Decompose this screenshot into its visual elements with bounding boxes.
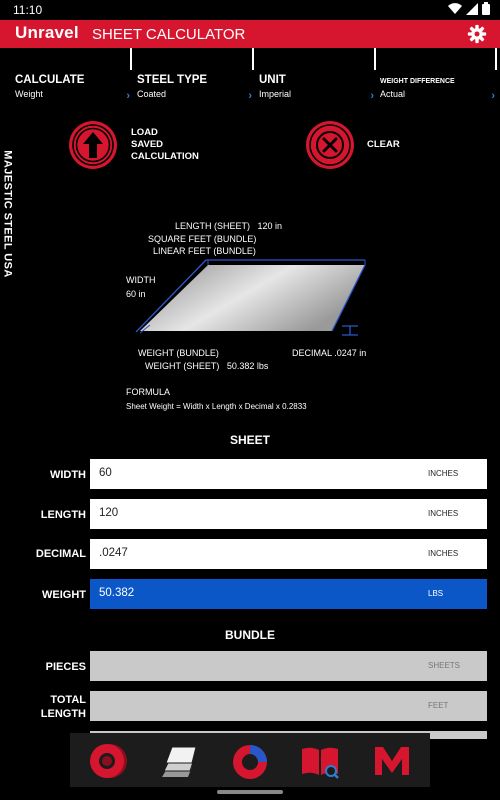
tab-divider [252,48,254,70]
option-tabs [0,48,500,104]
sheet-stack-icon[interactable] [158,741,198,781]
home-indicator[interactable] [217,790,283,794]
tab-label: STEEL TYPE [137,74,208,86]
brand-logo: Unravel [15,23,79,42]
weight-unit: LBS [428,589,444,598]
tab-value: Coated [137,89,167,99]
decimal-label: DECIMAL .0247 in [292,348,367,358]
width-field[interactable] [90,459,487,489]
pieces-unit: SHEETS [428,661,461,670]
clear-button[interactable] [305,120,425,170]
weight-input-value: 50.382 [99,587,135,599]
formula-text: Sheet Weight = Width x Length x Decimal x 0.2833 [126,402,307,411]
status-bar [0,0,500,20]
weight-field[interactable] [90,579,487,609]
weight-bundle-label: WEIGHT (BUNDLE) [138,348,219,358]
pieces-field[interactable] [90,651,487,681]
tab-divider [374,48,376,70]
length-field[interactable] [90,499,487,529]
decimal-input-value: .0247 [99,547,128,559]
bundle-section-title: BUNDLE [225,628,275,642]
length-label: LENGTH (SHEET) 120 in [175,221,283,231]
decimal-field-label: DECIMAL [35,548,86,560]
linear-feet-label: LINEAR FEET (BUNDLE) [153,246,256,256]
coil-icon[interactable] [88,741,128,781]
decimal-unit: INCHES [428,549,459,558]
width-input-value: 60 [99,467,112,479]
sheet-diagram [120,255,380,345]
width-unit: INCHES [428,469,459,478]
decimal-field[interactable] [90,539,487,569]
majestic-logo-icon[interactable] [372,741,412,781]
app-header [0,20,500,48]
pieces-field-label: PIECES [45,661,86,673]
length-unit: INCHES [428,509,459,518]
weight-field-label: WEIGHT [42,589,86,601]
signal-icon [466,3,478,15]
clear-icon [305,120,355,170]
bottom-nav [70,733,430,787]
tab-label: WEIGHT DIFFERENCE [380,78,455,85]
tab-unit[interactable] [259,48,376,104]
page-title: SHEET CALCULATOR [92,26,246,43]
tab-steel-type[interactable] [137,48,254,104]
clear-button-label: CLEAR [367,139,400,150]
length-field-label: LENGTH [40,509,86,521]
chevron-right-icon: › [370,90,374,102]
status-icons [448,2,490,15]
calculator-ring-icon[interactable] [230,741,270,781]
catalog-search-icon[interactable] [300,741,340,781]
status-time: 11:10 [13,3,43,17]
upload-icon [68,120,118,170]
total-length-unit: FEET [428,701,449,710]
width-field-label: WIDTH [49,469,86,481]
tab-label: UNIT [259,74,286,86]
width-label: WIDTH [126,275,156,285]
tab-weight-difference[interactable] [380,48,497,104]
tab-value: Actual [380,89,406,99]
square-feet-label: SQUARE FEET (BUNDLE) [148,234,257,244]
load-button-label: LOAD SAVED CALCULATION [131,127,199,162]
tab-value: Weight [15,89,43,99]
tab-label: CALCULATE [15,74,85,86]
formula-label: FORMULA [126,387,171,397]
chevron-right-icon: › [248,90,252,102]
tab-divider [495,48,497,70]
width-value: 60 in [126,289,146,299]
tab-value: Imperial [259,89,292,99]
side-brand: MAJESTIC STEEL USA [1,150,14,278]
total-length-field[interactable] [90,691,487,721]
total-length-field-label: TOTAL LENGTH [40,694,86,720]
chevron-right-icon: › [491,90,495,102]
sheet-section-title: SHEET [229,433,270,447]
wifi-icon [448,3,462,15]
weight-sheet-label: WEIGHT (SHEET) 50.382 lbs [145,361,269,371]
tab-calculate[interactable] [15,48,132,104]
battery-icon [482,2,490,15]
gear-icon[interactable] [467,24,487,44]
load-saved-calculation-button[interactable] [68,120,218,170]
length-input-value: 120 [99,507,119,519]
tab-divider [130,48,132,70]
chevron-right-icon: › [126,90,130,102]
